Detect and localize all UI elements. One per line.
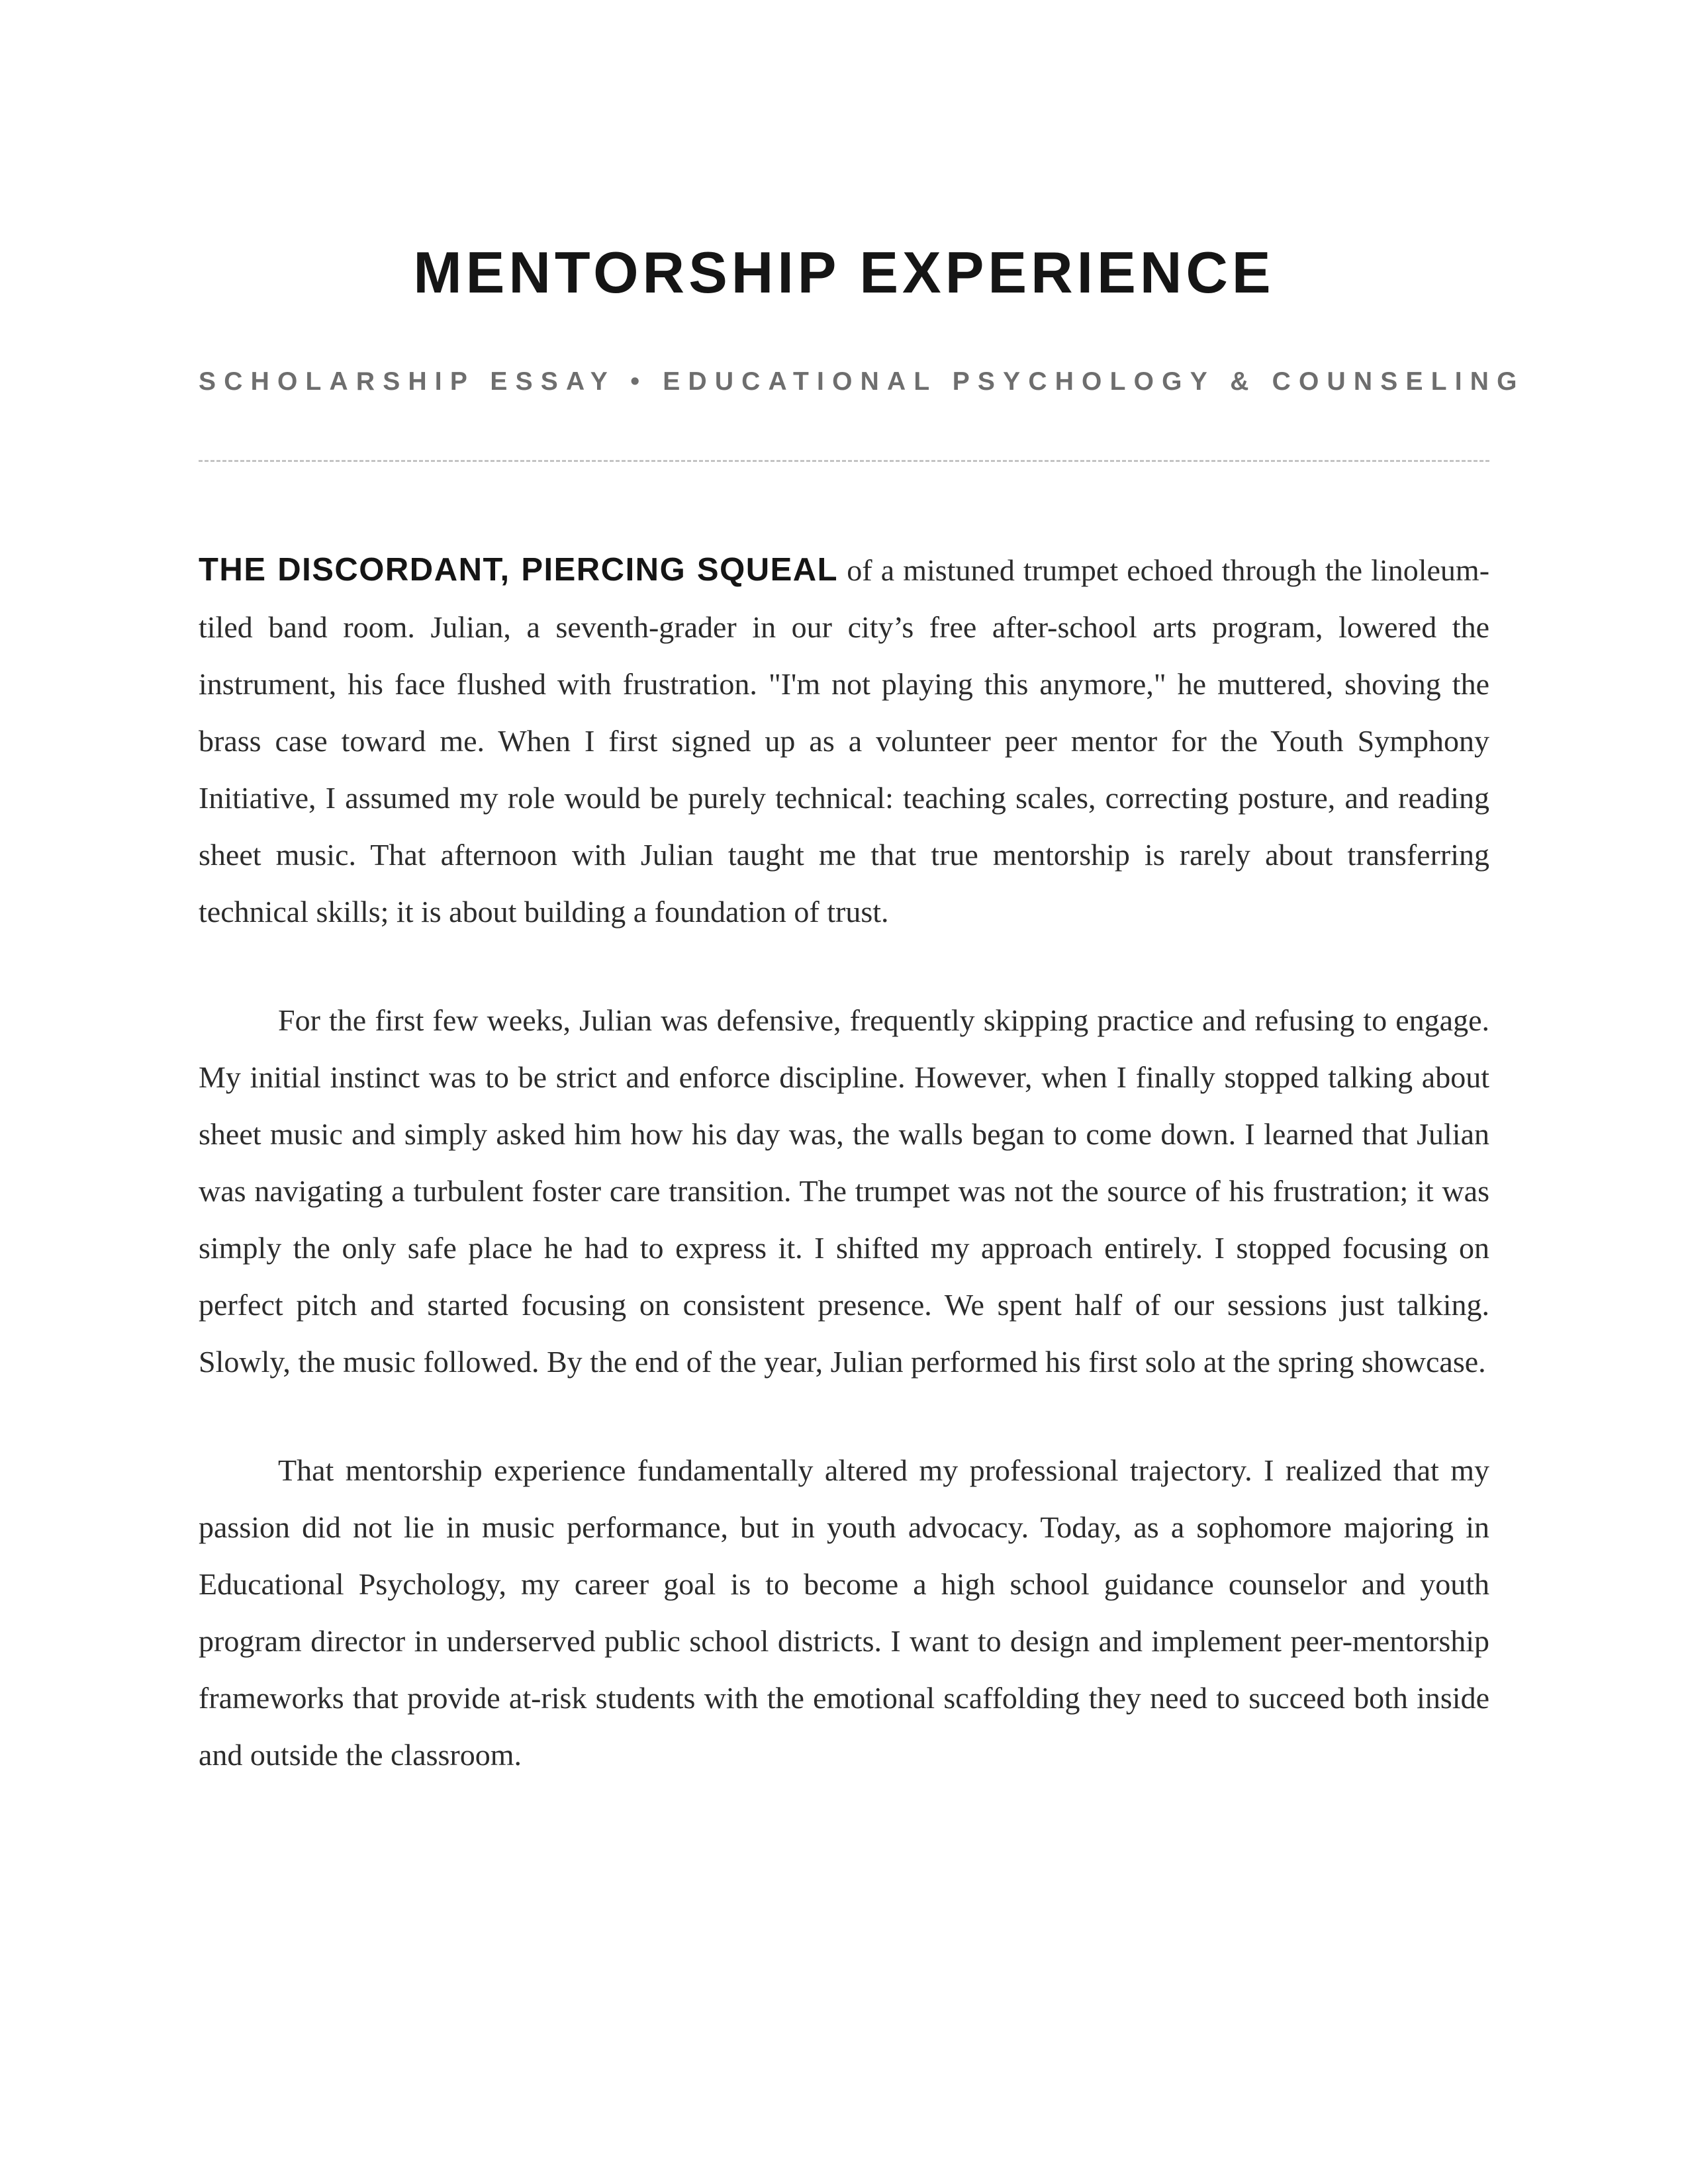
page-title: MENTORSHIP EXPERIENCE	[413, 240, 1275, 305]
essay-paragraph-1	[199, 541, 1489, 940]
essay-paragraph-3: That mentorship experience fundamentally altered my professional trajectory. I realized that my passion did not lie in music performance, but in youth advocacy. Today, as a sophomore majoring in Educational Psychology, my career goal is to become a high school guidance counselor and youth program director in underserved public school districts. I want to design and implement peer-mentorship frameworks that provide at-risk students with the emotional scaffolding they need to succeed both inside and outside the classroom.	[199, 1453, 1489, 1772]
header-divider	[199, 460, 1489, 462]
lead-in-text: THE DISCORDANT, PIERCING SQUEAL	[199, 552, 839, 588]
essay-body	[199, 541, 1489, 1835]
essay-paragraph-2: For the first few weeks, Julian was defensive, frequently skipping practice and refusing to engage. My initial instinct was to be strict and enforce discipline. However, when I finally stopped talking about sheet music and simply asked him how his day was, the walls began to come down. I learned that Julian was navigating a turbulent foster care transition. The trumpet was not the source of his frustration; it was simply the only safe place he had to express it. I shifted my approach entirely. I stopped focusing on perfect pitch and started focusing on consistent presence. We spent half of our sessions just talking. Slowly, the music followed. By the end of the year, Julian performed his first solo at the spring showcase.	[199, 1003, 1489, 1379]
page-subtitle: SCHOLARSHIP ESSAY • EDUCATIONAL PSYCHOLOGY & COUNSELING	[199, 367, 1525, 396]
paragraph-1-text: of a mistuned trumpet echoed through the linoleum-tiled band room. Julian, a seventh-grader in our city’s free after-school arts program, lowered the instrument, his face flushed with frustration. "I'm not playing this anymore," he muttered, shoving the brass case toward me. When I first signed up as a volunteer peer mentor for the Youth Symphony Initiative, I assumed my role would be purely technical: teaching scales, correcting posture, and reading sheet music. That afternoon with Julian taught me that true mentorship is rarely about transferring technical skills; it is about building a foundation of trust.	[199, 553, 1490, 929]
